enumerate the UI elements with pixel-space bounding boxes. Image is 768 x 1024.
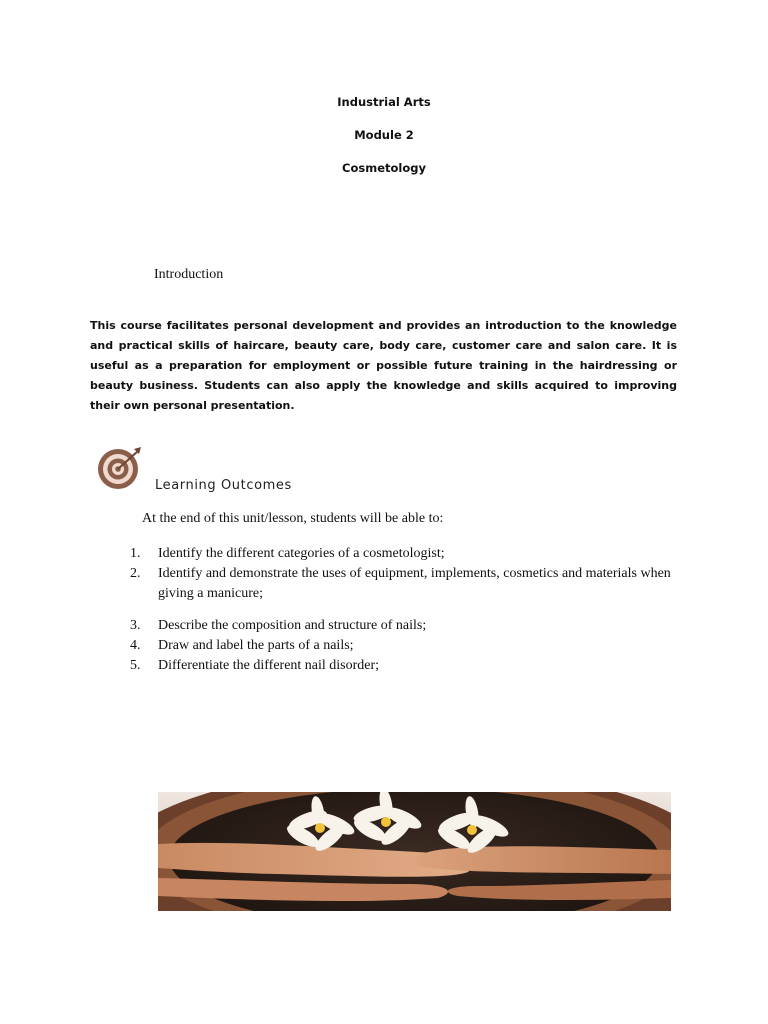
introduction-paragraph: This course facilitates personal development and provides an introduction to the knowledge and practical skills of haircare, beauty care, body care, customer care and salon care. It is useful as a preparation for employment or possible future training in the hairdressing or beauty business. Students can also apply the knowledge and skills acquired to improving their own personal presentation.	[90, 319, 677, 412]
module-title: Module 2	[354, 128, 414, 142]
learning-outcomes-heading: Learning Outcomes	[155, 478, 292, 493]
list-item	[130, 564, 690, 604]
list-item	[130, 636, 690, 656]
list-text: Identify and demonstrate the uses of equipment, implements, cosmetics and materials when giving a manicure;	[158, 566, 671, 601]
list-text: Describe the composition and structure of nails;	[158, 618, 427, 633]
subject-title: Industrial Arts	[337, 95, 431, 109]
list-item	[130, 544, 690, 564]
target-icon	[94, 446, 144, 490]
topic-title: Cosmetology	[342, 161, 426, 175]
list-number: 3.	[130, 618, 141, 633]
list-number: 5.	[130, 658, 141, 673]
list-text: Draw and label the parts of a nails;	[158, 638, 354, 653]
list-item	[130, 656, 690, 676]
introduction-heading: Introduction	[154, 267, 224, 282]
list-text: Differentiate the different nail disorder;	[158, 658, 380, 673]
manicure-photo	[158, 792, 671, 911]
list-number: 1.	[130, 546, 141, 561]
list-text: Identify the different categories of a cosmetologist;	[158, 546, 445, 561]
list-number: 4.	[130, 638, 141, 653]
learning-outcomes-lead: At the end of this unit/lesson, students will be able to:	[142, 511, 444, 526]
list-number: 2.	[130, 566, 141, 581]
list-item	[130, 616, 690, 636]
outcomes-list	[130, 544, 690, 676]
